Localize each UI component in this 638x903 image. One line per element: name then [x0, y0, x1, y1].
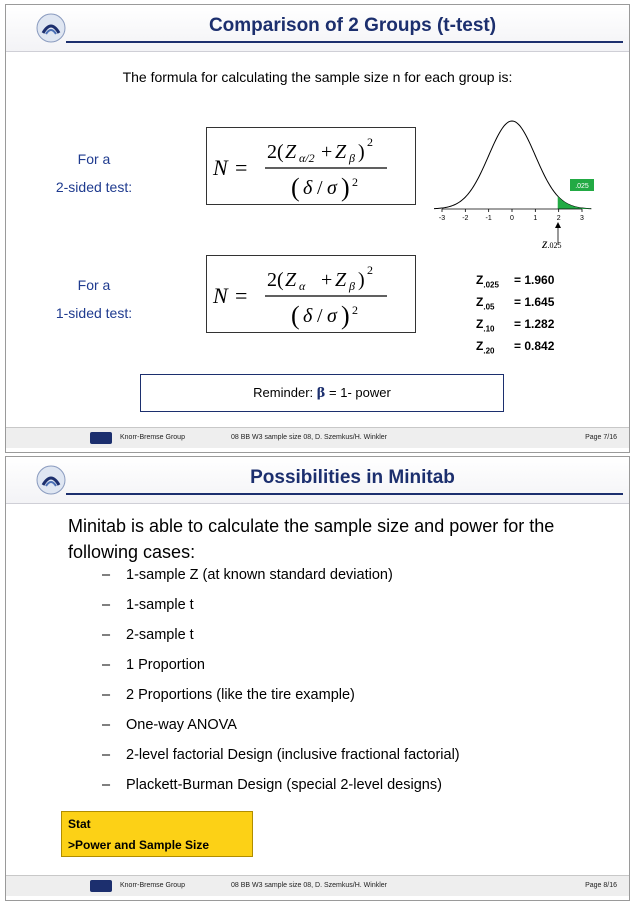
- svg-text:/: /: [317, 305, 323, 327]
- svg-text:+: +: [321, 141, 333, 163]
- normal-distribution-curve: [434, 113, 594, 253]
- z-value: = 0.842: [514, 339, 555, 353]
- z-values-table: [476, 273, 596, 361]
- x-tick-label: 0: [510, 215, 514, 222]
- svg-text:N: N: [213, 155, 228, 180]
- reminder-label: Reminder:: [253, 385, 314, 400]
- svg-text:α: α: [299, 279, 306, 293]
- slide-title: Possibilities in Minitab: [250, 467, 455, 488]
- z-label: $Z_{.10}$: [476, 317, 495, 334]
- svg-text:α/2: α/2: [299, 151, 315, 165]
- slide-footer: [6, 875, 629, 896]
- x-tick-label: 2: [556, 215, 561, 222]
- list-item-text: 2 Proportions (like the tire example): [126, 687, 355, 703]
- title-underline: [66, 493, 623, 495]
- slide-footer: [6, 427, 629, 448]
- intro-text: Minitab is able to calculate the sample size and power for the following cases:: [68, 516, 555, 562]
- z-value: = 1.282: [514, 317, 555, 331]
- svg-text:+: +: [321, 269, 333, 291]
- z-value-row: [476, 317, 596, 339]
- x-tick-label: 1: [533, 215, 538, 222]
- reminder-text: = 1- power: [329, 385, 391, 400]
- menu-path-power-sample-size: >Power and Sample Size: [68, 838, 210, 852]
- two-sided-label: [34, 151, 154, 195]
- footer-document: 08 BB W3 sample size 08, D. Szemkus/H. Winkler: [231, 882, 387, 889]
- svg-text:): ): [358, 141, 365, 163]
- title-underline: [66, 41, 623, 43]
- one-sided-label: [34, 277, 154, 321]
- svg-text:(: (: [291, 173, 300, 202]
- company-logo-icon: [36, 13, 66, 43]
- z-value-row: [476, 339, 596, 361]
- list-item-text: 2-level factorial Design (inclusive fractional factorial): [126, 747, 460, 763]
- one-sided-label-line1: For a: [77, 277, 111, 293]
- svg-text:Z: Z: [335, 269, 347, 291]
- z-critical-label: z.025: [542, 237, 562, 252]
- svg-text:=: =: [235, 283, 248, 308]
- svg-text:2(: 2(: [267, 269, 284, 291]
- slide-title: Comparison of 2 Groups (t-test): [208, 15, 497, 36]
- slide-header: [6, 5, 629, 52]
- company-logo-icon: [36, 465, 66, 495]
- svg-text:/: /: [317, 177, 323, 199]
- svg-text:σ: σ: [327, 305, 337, 327]
- svg-text:2: 2: [352, 175, 358, 189]
- z-value-row: [476, 273, 596, 295]
- list-item-text: 1-sample Z (at known standard deviation): [126, 567, 393, 583]
- svg-text:Z: Z: [285, 269, 297, 291]
- two-sided-label-line1: For a: [77, 151, 111, 167]
- intro-text: The formula for calculating the sample size n for each group is:: [122, 69, 513, 85]
- z-subscript: .20: [483, 346, 495, 356]
- two-sided-formula: [206, 127, 416, 205]
- z-value: = 1.645: [514, 295, 555, 309]
- svg-text:N: N: [213, 283, 228, 308]
- tail-area-label: .025: [575, 183, 589, 190]
- svg-text:2(: 2(: [267, 141, 284, 163]
- svg-text:2: 2: [352, 303, 358, 317]
- svg-text:): ): [358, 269, 365, 291]
- svg-text:2: 2: [367, 263, 373, 277]
- slide-header: [6, 457, 629, 504]
- bullet-dash: –: [102, 627, 111, 643]
- x-tick-label: -3: [438, 215, 446, 222]
- x-tick-label: -1: [485, 215, 492, 222]
- two-sided-label-line2: 2-sided test:: [55, 179, 133, 195]
- menu-path-stat: Stat: [68, 817, 91, 831]
- list-item-text: One-way ANOVA: [126, 717, 237, 733]
- one-sided-label-line2: 1-sided test:: [55, 305, 133, 321]
- svg-text:Z: Z: [285, 141, 297, 163]
- bullet-dash: –: [102, 747, 111, 763]
- list-item-text: 1-sample t: [126, 597, 194, 613]
- svg-text:β: β: [349, 151, 355, 165]
- knorr-bremse-logo-icon: [90, 880, 112, 892]
- slide-7: [5, 4, 630, 453]
- beta-symbol: β: [316, 386, 326, 401]
- z-subscript: .10: [483, 324, 495, 334]
- x-tick-label: 3: [580, 215, 584, 222]
- svg-text:Z: Z: [335, 141, 347, 163]
- list-item-text: Plackett-Burman Design (special 2-level designs): [126, 777, 442, 793]
- x-tick-label: -2: [462, 215, 469, 222]
- list-item-text: 1 Proportion: [126, 657, 205, 673]
- svg-text:=: =: [235, 155, 248, 180]
- svg-text:δ: δ: [303, 177, 313, 199]
- footer-company: Knorr-Bremse Group: [120, 882, 185, 889]
- z-label: $Z_{.05}$: [476, 295, 495, 312]
- svg-text:β: β: [349, 279, 355, 293]
- minitab-menu-path: [61, 811, 253, 857]
- z-subscript: .025: [483, 280, 499, 290]
- bullet-dash: –: [102, 687, 111, 703]
- reminder-box: [140, 374, 504, 412]
- svg-text:δ: δ: [303, 305, 313, 327]
- knorr-bremse-logo-icon: [90, 432, 112, 444]
- z-label: $Z_{.025}$: [476, 273, 499, 290]
- svg-text:(: (: [291, 301, 300, 330]
- svg-text:): ): [341, 173, 350, 202]
- bullet-dash: –: [102, 657, 111, 673]
- footer-company: Knorr-Bremse Group: [120, 434, 185, 441]
- z-value-row: [476, 295, 596, 317]
- list-item-text: 2-sample t: [126, 627, 194, 643]
- footer-page-number: Page 7/16: [585, 434, 617, 441]
- svg-text:): ): [341, 301, 350, 330]
- bullet-dash: –: [102, 567, 111, 583]
- z-subscript: .05: [483, 302, 495, 312]
- z-value: = 1.960: [514, 273, 555, 287]
- slide-8: [5, 456, 630, 901]
- bullet-dash: –: [102, 777, 111, 793]
- bullet-dash: –: [102, 717, 111, 733]
- svg-text:2: 2: [367, 135, 373, 149]
- footer-page-number: Page 8/16: [585, 882, 617, 889]
- svg-text:σ: σ: [327, 177, 337, 199]
- footer-document: 08 BB W3 sample size 08, D. Szemkus/H. Winkler: [231, 434, 387, 441]
- bullet-dash: –: [102, 597, 111, 613]
- one-sided-formula: [206, 255, 416, 333]
- z-label: $Z_{.20}$: [476, 339, 495, 356]
